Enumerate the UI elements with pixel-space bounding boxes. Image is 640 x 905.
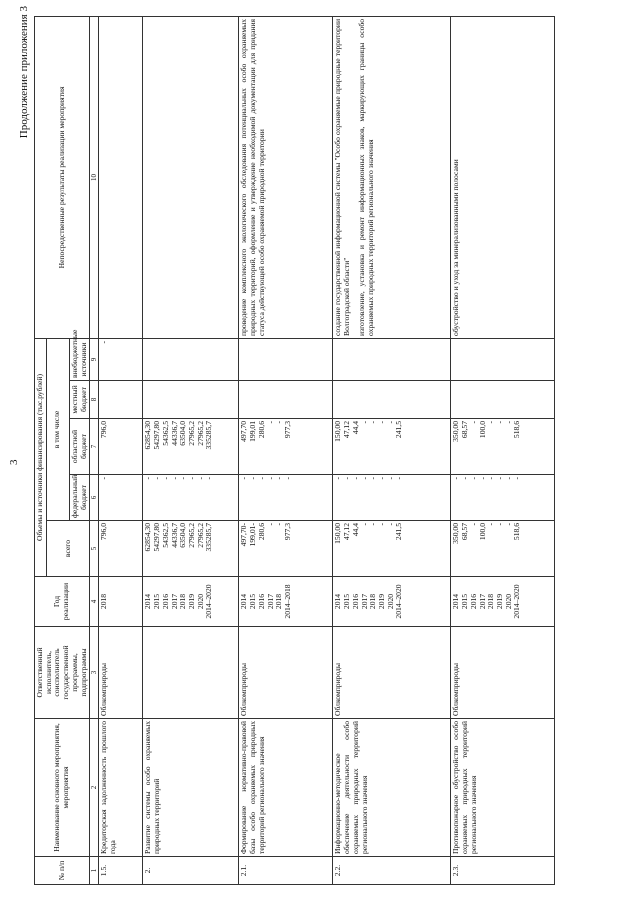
cell-text: Облкомприроды <box>99 663 109 716</box>
federal-value: - <box>368 477 378 480</box>
cell-federal <box>333 475 451 521</box>
cell-name <box>333 719 451 857</box>
cell-regional <box>99 419 143 475</box>
column-number: 4 <box>90 577 99 627</box>
cell-federal <box>99 475 143 521</box>
cell-responsible <box>239 627 333 719</box>
year-value: 2017 <box>477 593 487 610</box>
financing-table <box>34 16 555 885</box>
total-value: - <box>486 523 496 526</box>
cell-local <box>333 381 451 419</box>
column-number: 3 <box>90 627 99 719</box>
table-row <box>333 16 451 884</box>
result-text: изготовление, установка и ремонт информационных знаков, маркирующих границы особо охраняемых природных территорий регионального значения <box>356 18 375 336</box>
total-value: - <box>385 523 395 526</box>
total-value: 150,00 <box>333 523 343 544</box>
header-local: местный бюджет <box>69 381 89 419</box>
total-value: 27965,2 <box>195 523 205 548</box>
year-value: 2014–2020 <box>512 584 522 619</box>
cell-num <box>333 857 451 885</box>
cell-name <box>451 719 555 857</box>
cell-text: Информационно-методическое обеспечение деятельности особо охраняемых природных территорий регионального значения <box>333 721 369 854</box>
column-number: 8 <box>90 381 99 419</box>
federal-value: - <box>394 477 404 480</box>
regional-value: - <box>385 421 395 424</box>
cell-num <box>99 857 143 885</box>
cell-name <box>99 719 143 857</box>
column-number-row <box>90 16 99 884</box>
year-value: 2015 <box>460 593 470 610</box>
regional-value: 54297,80 <box>152 421 162 450</box>
year-value: 2017 <box>265 593 275 610</box>
federal-value: - <box>385 477 395 480</box>
table-body <box>99 16 555 884</box>
year-value: 2020 <box>503 593 513 610</box>
extrabudget-value: - <box>99 340 109 344</box>
cell-years <box>143 577 239 627</box>
cell-responsible <box>99 627 143 719</box>
header-federal: федеральный бюджет <box>69 475 89 521</box>
cell-total <box>239 521 333 577</box>
federal-value: - <box>512 477 522 480</box>
regional-value: 27965,2 <box>195 421 205 446</box>
regional-value: - <box>359 421 369 424</box>
federal-value: - <box>186 477 196 480</box>
cell-extrabudget <box>333 338 451 380</box>
federal-value: - <box>333 477 343 480</box>
column-number: 1 <box>90 857 99 885</box>
table-row <box>451 16 555 884</box>
regional-value: 44336,7 <box>169 421 179 446</box>
cell-responsible <box>143 627 239 719</box>
regional-value: 44,4 <box>350 421 360 435</box>
cell-extrabudget <box>451 338 555 380</box>
header-finance: Объемы и источники финансирования (тыс.рублей) <box>35 338 47 576</box>
cell-text: Противопожарное обустройство особо охраняемых природных территорий регионального значения <box>451 721 478 854</box>
total-value: 44,4 <box>350 523 360 537</box>
regional-value: 62854,30 <box>143 421 153 450</box>
cell-local <box>99 381 143 419</box>
year-value: 2016 <box>256 593 266 610</box>
cell-extrabudget <box>239 338 333 380</box>
total-value: 54297,80 <box>152 523 162 552</box>
header-year: Год реализации <box>35 577 90 627</box>
column-number: 10 <box>90 16 99 338</box>
column-number: 7 <box>90 419 99 475</box>
total-value: - <box>368 523 378 526</box>
cell-result <box>451 16 555 338</box>
cell-total <box>333 521 451 577</box>
year-value: 2014–2020 <box>204 584 214 619</box>
regional-value: 796,0 <box>99 421 109 439</box>
total-value: 977,3 <box>282 523 292 541</box>
column-number: 2 <box>90 719 99 857</box>
cell-text: Кредиторская задолженность прошлого года <box>99 721 118 854</box>
federal-value: - <box>195 477 205 480</box>
column-number: 5 <box>90 521 99 577</box>
year-value: 2018 <box>368 593 378 610</box>
regional-value: 63504,0 <box>178 421 188 446</box>
cell-name <box>143 719 239 857</box>
header-total: всего <box>46 521 90 577</box>
cell-local <box>143 381 239 419</box>
federal-value: - <box>265 477 275 480</box>
regional-value: - <box>468 421 478 424</box>
cell-local <box>451 381 555 419</box>
regional-value: - <box>265 421 275 424</box>
cell-extrabudget <box>143 338 239 380</box>
cell-years <box>451 577 555 627</box>
total-value: 241,5 <box>394 523 404 541</box>
year-value: 2017 <box>359 593 369 610</box>
cell-local <box>239 381 333 419</box>
cell-regional <box>143 419 239 475</box>
total-value: - <box>494 523 504 526</box>
year-value: 2020 <box>385 593 395 610</box>
header-extrabudget: внебюджетные источники <box>69 338 89 380</box>
cell-result <box>239 16 333 338</box>
cell-total <box>143 521 239 577</box>
total-value: 518,6 <box>512 523 522 541</box>
regional-value: - <box>274 421 284 424</box>
year-value: 2016 <box>468 593 478 610</box>
year-value: 2015 <box>342 593 352 610</box>
regional-value: - <box>376 421 386 424</box>
year-value: 2020 <box>195 593 205 610</box>
cell-years <box>99 577 143 627</box>
regional-value: 150,00 <box>333 421 343 442</box>
total-value: 63504,0 <box>178 523 188 548</box>
header-num: № п/п <box>35 857 90 885</box>
cell-text: Формирование нормативно-правовой базы особо охраняемых природных территорий регионального значения <box>239 721 266 854</box>
year-value: 2018 <box>178 593 188 610</box>
regional-value: 241,5 <box>394 421 404 439</box>
total-value: 44336,7 <box>169 523 179 548</box>
federal-value: - <box>99 477 109 480</box>
header-including: в том числе <box>46 338 69 520</box>
cell-text: 2. <box>143 867 153 874</box>
federal-value: - <box>152 477 162 480</box>
federal-value: - <box>178 477 188 480</box>
year-value: 2016 <box>160 593 170 610</box>
total-value: 199,01- <box>248 523 258 547</box>
cell-text: Облкомприроды <box>333 663 343 716</box>
year-value: 2018 <box>274 593 284 610</box>
year-value: 2019 <box>376 593 386 610</box>
total-value: 68,57 <box>460 523 470 541</box>
cell-num <box>451 857 555 885</box>
total-value: - <box>468 523 478 526</box>
total-value: 796,0 <box>99 523 109 541</box>
federal-value: - <box>451 477 461 480</box>
total-value: - <box>376 523 386 526</box>
year-value: 2018 <box>486 593 496 610</box>
cell-result <box>99 16 143 338</box>
cell-text: 2.1. <box>239 864 249 877</box>
header-regional: областной бюджет <box>69 419 89 475</box>
result-text: проведение комплексного экологического обследования потенциальных особо охраняемых природных территорий, оформление и утверждение необходимой документации для придания статуса действующей особо охраняемой природной территории <box>239 18 266 336</box>
federal-value: - <box>256 477 266 480</box>
federal-value: - <box>359 477 369 480</box>
total-value: - <box>274 523 284 526</box>
federal-value: - <box>248 477 258 480</box>
regional-value: 350,00 <box>451 421 461 442</box>
cell-total <box>451 521 555 577</box>
continuation-caption: Продолжение приложения 3 <box>18 6 30 139</box>
total-value: 100,0 <box>477 523 487 541</box>
cell-extrabudget <box>99 338 143 380</box>
table-row <box>143 16 239 884</box>
federal-value: - <box>503 477 513 480</box>
total-value: 47,12 <box>342 523 352 541</box>
column-number: 6 <box>90 475 99 521</box>
total-value: 350,00 <box>451 523 461 544</box>
cell-text: 2.3. <box>451 864 461 877</box>
regional-value: - <box>494 421 504 424</box>
federal-value: - <box>204 477 214 480</box>
total-value: - <box>265 523 275 526</box>
cell-text: 1.5. <box>99 864 109 877</box>
federal-value: - <box>274 477 284 480</box>
year-value: 2018 <box>99 593 109 610</box>
regional-value: - <box>486 421 496 424</box>
regional-value: - <box>503 421 513 424</box>
cell-years <box>333 577 451 627</box>
cell-total <box>99 521 143 577</box>
regional-value: 280,6 <box>256 421 266 439</box>
cell-result <box>143 16 239 338</box>
column-number: 9 <box>90 338 99 380</box>
regional-value: 27965,2 <box>186 421 196 446</box>
cell-federal <box>143 475 239 521</box>
year-value: 2015 <box>152 593 162 610</box>
cell-num <box>239 857 333 885</box>
total-value: - <box>503 523 513 526</box>
federal-value: - <box>342 477 352 480</box>
result-text: обустройство и уход за минерализованными полосами <box>451 159 461 336</box>
year-value: 2014 <box>239 593 249 610</box>
federal-value: - <box>169 477 179 480</box>
cell-federal <box>239 475 333 521</box>
year-value: 2014 <box>451 593 461 610</box>
regional-value: 497,70 <box>239 421 249 442</box>
table-row <box>239 16 333 884</box>
cell-text: Развитие системы особо охраняемых природных территорий <box>143 721 162 854</box>
year-value: 2015 <box>248 593 258 610</box>
federal-value: - <box>486 477 496 480</box>
year-value: 2014 <box>333 593 343 610</box>
cell-text: Облкомприроды <box>451 663 461 716</box>
total-value: 62854,30 <box>143 523 153 552</box>
total-value: 280,6 <box>256 523 266 541</box>
cell-name <box>239 719 333 857</box>
regional-value: 54362,5 <box>160 421 170 446</box>
regional-value: 977,3 <box>282 421 292 439</box>
regional-value: - <box>368 421 378 424</box>
year-value: 2019 <box>186 593 196 610</box>
year-value: 2019 <box>494 593 504 610</box>
table-row <box>99 16 143 884</box>
regional-value: 47,12 <box>342 421 352 439</box>
regional-value: 335285,7 <box>204 421 214 450</box>
regional-value: 199,01 <box>248 421 258 442</box>
header-name: Наименование основного мероприятия, мероприятия <box>35 719 90 857</box>
cell-text: 2.2. <box>333 864 343 877</box>
total-value: 54362,5 <box>160 523 170 548</box>
cell-text: Облкомприроды <box>239 663 249 716</box>
year-value: 2016 <box>350 593 360 610</box>
total-value: 497,70- <box>239 523 249 547</box>
federal-value: - <box>376 477 386 480</box>
federal-value: - <box>494 477 504 480</box>
federal-value: - <box>239 477 249 480</box>
year-value: 2014 <box>143 593 153 610</box>
federal-value: - <box>477 477 487 480</box>
total-value: 27965,2 <box>186 523 196 548</box>
cell-regional <box>333 419 451 475</box>
cell-regional <box>451 419 555 475</box>
cell-responsible <box>333 627 451 719</box>
year-value: 2014–2018 <box>282 584 292 619</box>
cell-result <box>333 16 451 338</box>
year-value: 2014–2020 <box>394 584 404 619</box>
cell-responsible <box>451 627 555 719</box>
regional-value: 518,6 <box>512 421 522 439</box>
result-text: создание государственной информационной системы "Особо охраняемые природные территории Волгоградской области" <box>333 18 352 336</box>
header-responsible: Ответственный исполнитель, соисполнитель государственной программы, подпрограммы <box>35 627 90 719</box>
federal-value: - <box>460 477 470 480</box>
federal-value: - <box>468 477 478 480</box>
header-result: Непосредственные результаты реализации мероприятия <box>35 16 90 338</box>
regional-value: 100,0 <box>477 421 487 439</box>
cell-num <box>143 857 239 885</box>
federal-value: - <box>282 477 292 480</box>
cell-years <box>239 577 333 627</box>
cell-regional <box>239 419 333 475</box>
total-value: 335285,7 <box>204 523 214 552</box>
page-number: 3 <box>8 459 20 465</box>
year-value: 2017 <box>169 593 179 610</box>
federal-value: - <box>350 477 360 480</box>
federal-value: - <box>160 477 170 480</box>
federal-value: - <box>143 477 153 480</box>
cell-federal <box>451 475 555 521</box>
regional-value: 68,57 <box>460 421 470 439</box>
total-value: - <box>359 523 369 526</box>
